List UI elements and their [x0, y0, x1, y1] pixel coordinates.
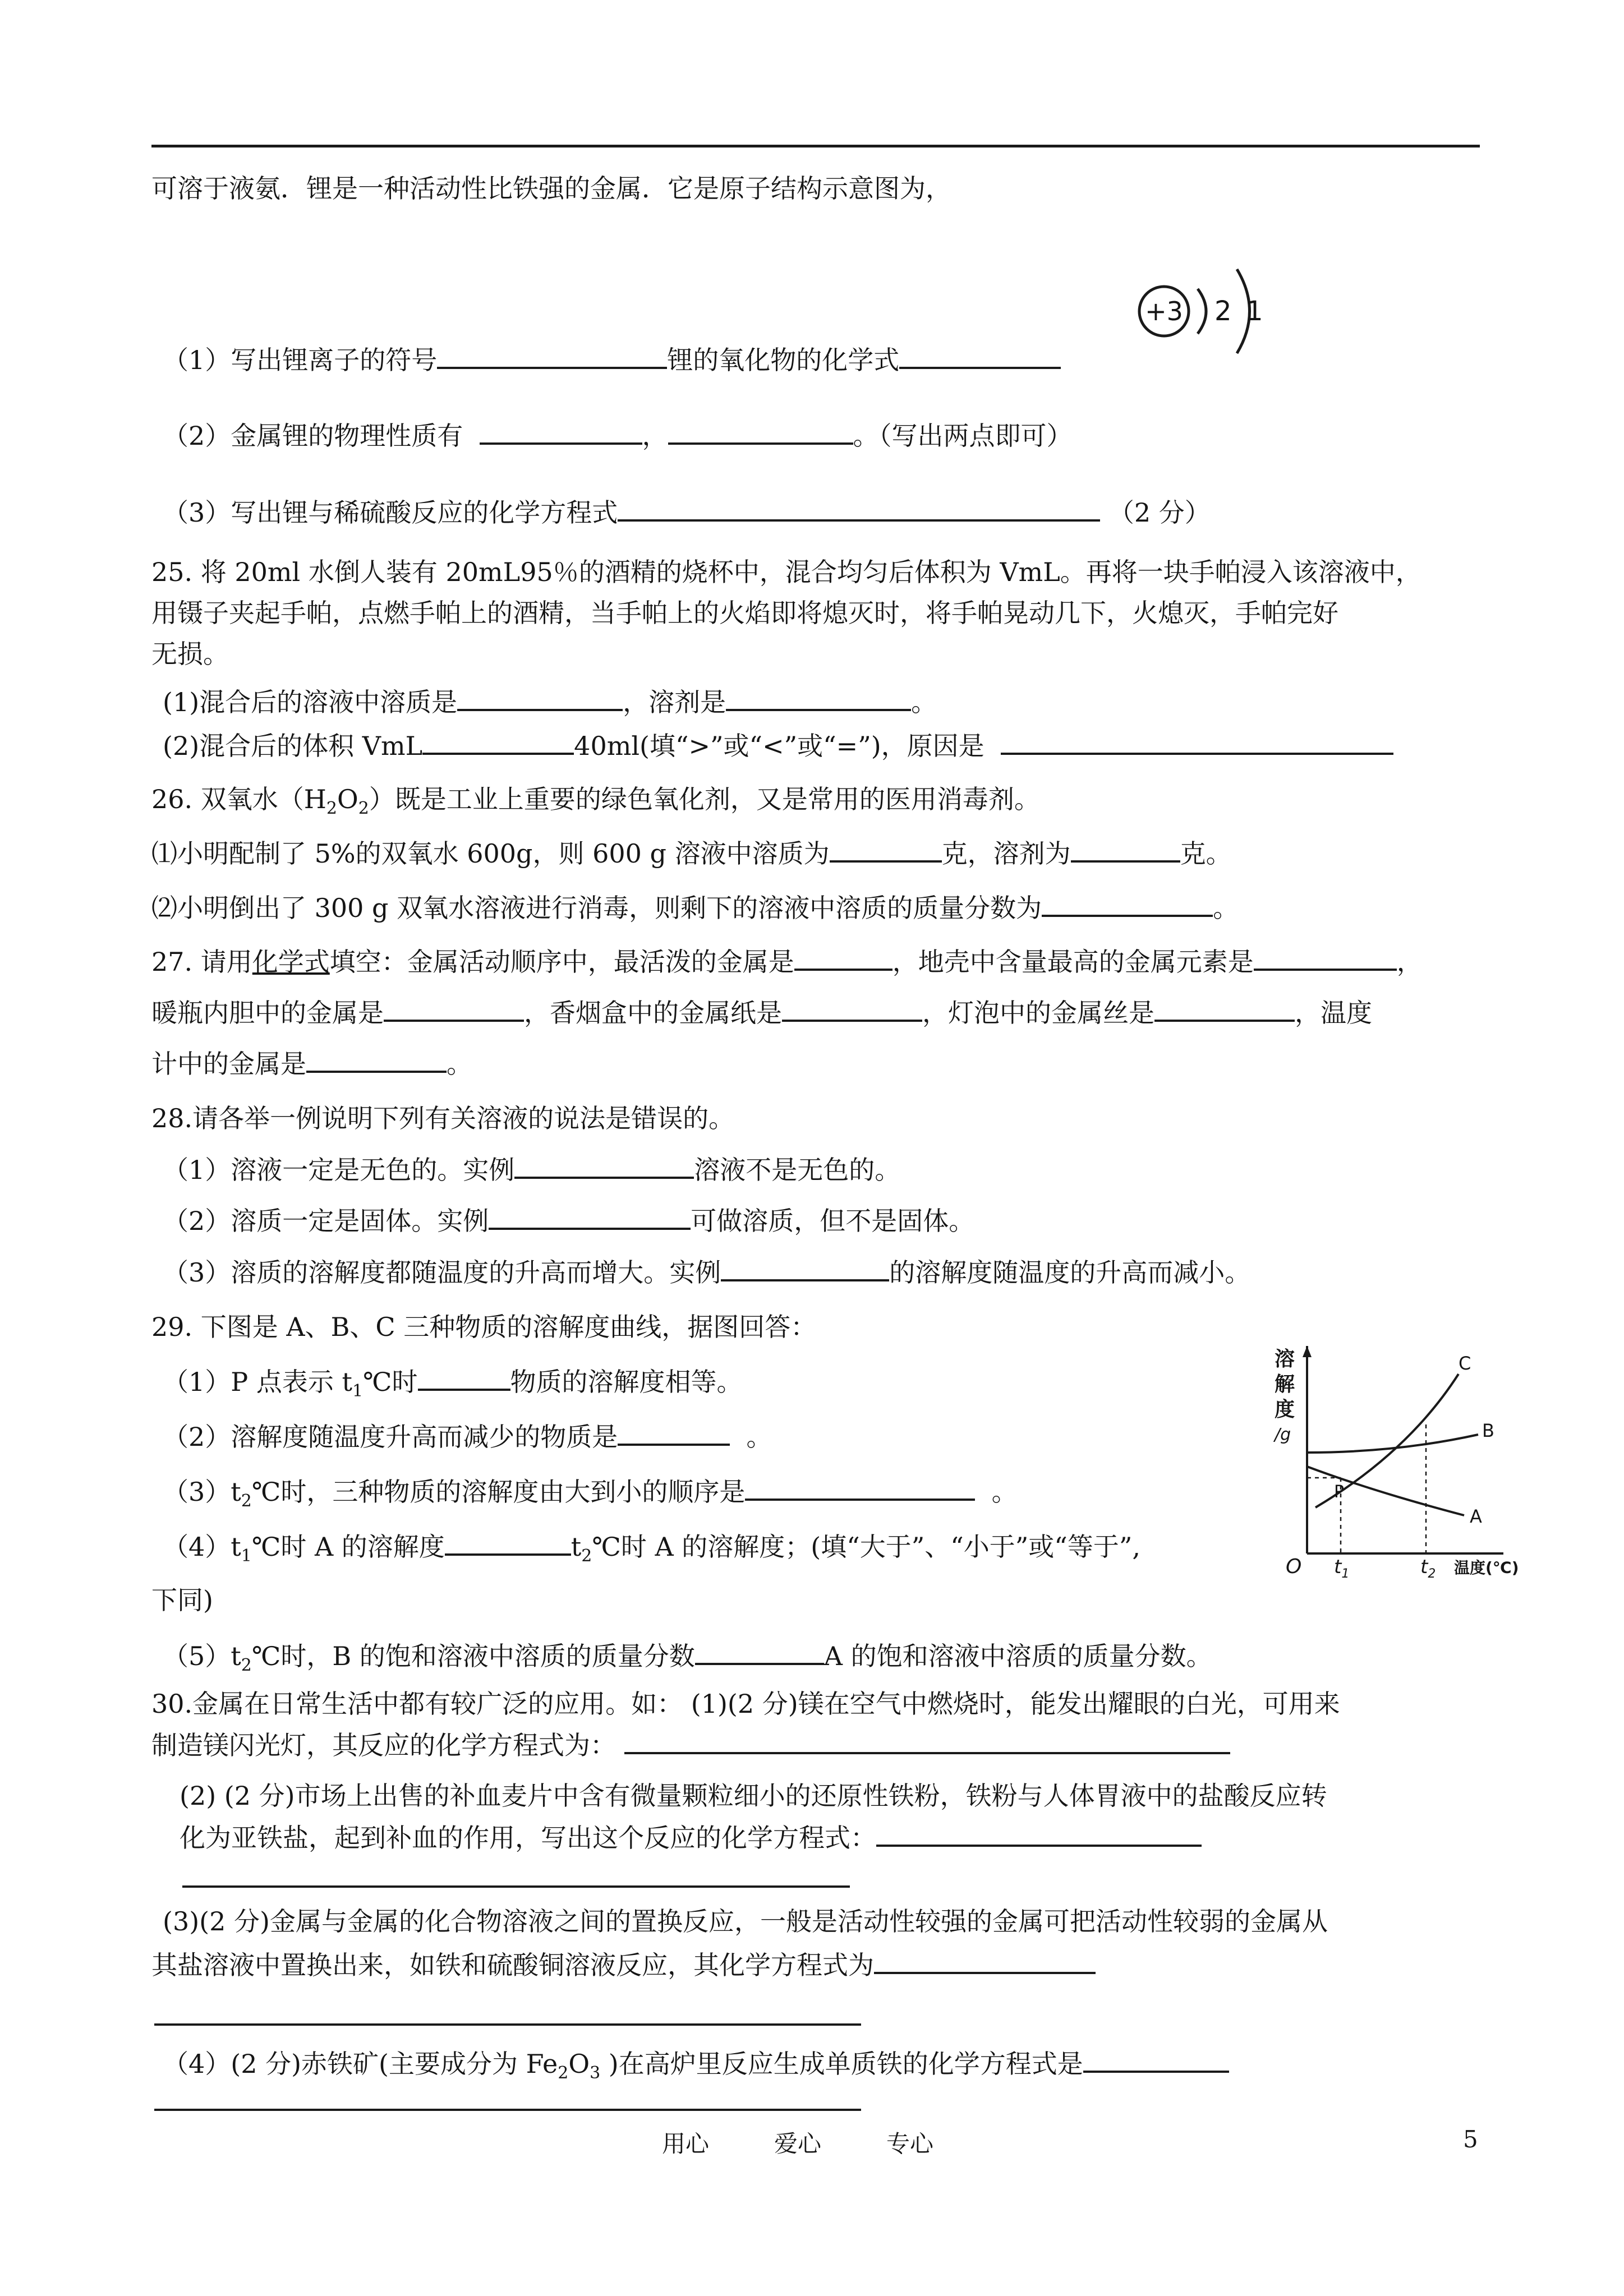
- answer-blank[interactable]: [1154, 995, 1295, 1022]
- answer-blank[interactable]: [445, 1529, 571, 1556]
- y-label-3: 度: [1275, 1398, 1295, 1421]
- q28-line-3: （3）溶质的溶解度都随温度的升高而增大。实例 的溶解度随温度的升高而减小。: [163, 1255, 1250, 1289]
- origin-label: O: [1286, 1555, 1302, 1578]
- answer-blank[interactable]: [618, 495, 1100, 522]
- q27-line-2: 暖瓶内胆中的金属是 ，香烟盒中的金属纸是 ，灯泡中的金属丝是 ，温度: [151, 995, 1372, 1030]
- q30-line-6: 其盐溶液中置换出来，如铁和硫酸铜溶液反应，其化学方程式为: [151, 1947, 1096, 1982]
- nucleus-charge: +3: [1145, 296, 1183, 326]
- answer-blank[interactable]: [489, 1203, 691, 1230]
- shell-2-count: 1: [1246, 296, 1263, 327]
- answer-blank[interactable]: [418, 1364, 510, 1391]
- page-number: 5: [1463, 2126, 1478, 2153]
- footer-word-2: 爱心: [774, 2130, 822, 2157]
- point-p-label: P: [1334, 1482, 1345, 1502]
- q25-sub-2: (2)混合后的体积 VmL 40ml(填“>”或“<”或“=”)，原因是: [163, 728, 1393, 763]
- y-unit: /g: [1275, 1425, 1291, 1445]
- answer-blank[interactable]: [1254, 944, 1397, 971]
- q26-sub-2: ⑵小明倒出了 300 g 双氧水溶液进行消毒，则剩下的溶液中溶质的质量分数为 。: [151, 890, 1239, 925]
- lithium-atom-diagram: [1130, 250, 1271, 362]
- t2-label: $t_2$: [1420, 1556, 1436, 1581]
- x-label: 温度(℃): [1454, 1559, 1519, 1577]
- answer-blank[interactable]: [721, 1255, 889, 1281]
- answer-blank[interactable]: [624, 1727, 1230, 1754]
- answer-blank[interactable]: [437, 342, 667, 369]
- intro-text: 可溶于液氨．锂是一种活动性比铁强的金属．它是原子结构示意图为，: [151, 173, 951, 204]
- q29-line-1: （1）P 点表示 $t_1℃$时 物质的溶解度相等。: [163, 1364, 743, 1408]
- answer-blank[interactable]: [1042, 890, 1213, 917]
- header-rule: [151, 145, 1480, 147]
- q24-line-2: （2）金属锂的物理性质有 ， 。（写出两点即可）: [163, 418, 1073, 453]
- answer-blank[interactable]: [745, 1474, 975, 1501]
- q25-sub-1: (1)混合后的溶液中溶质是 ，溶剂是 。: [163, 684, 937, 719]
- answer-blank[interactable]: [782, 995, 922, 1022]
- answer-blank[interactable]: [726, 684, 911, 711]
- answer-blank[interactable]: [384, 995, 524, 1022]
- t1-label: $t_1$: [1334, 1556, 1350, 1581]
- curve-c-label: C: [1459, 1353, 1471, 1374]
- q25-line-3: 无损。: [151, 639, 229, 669]
- answer-blank[interactable]: [480, 418, 642, 445]
- answer-blank[interactable]: [899, 342, 1061, 369]
- answer-blank[interactable]: [1071, 836, 1180, 863]
- y-label-1: 溶: [1275, 1348, 1295, 1371]
- answer-blank[interactable]: [1083, 2046, 1229, 2073]
- q24-line-3: （3）写出锂与稀硫酸反应的化学方程式 （2 分）: [163, 495, 1211, 529]
- q27-line-3: 计中的金属是 。: [151, 1046, 472, 1081]
- q29-line-2: （2）溶解度随温度升高而减少的物质是 。: [163, 1419, 772, 1454]
- answer-blank[interactable]: [695, 1638, 824, 1665]
- answer-blank[interactable]: [794, 944, 892, 971]
- q25-line-1: 25. 将 20ml 水倒人装有 20mL95％的酒精的烧杯中，混合均匀后体积为 VmL。再将一块手帕浸入该溶液中，: [151, 557, 1421, 587]
- answer-blank[interactable]: [306, 1046, 447, 1073]
- solubility-curve-chart: [1262, 1340, 1537, 1587]
- footer-word-3: 专心: [886, 2130, 934, 2157]
- curve-a: [1307, 1467, 1464, 1515]
- answer-blank[interactable]: [514, 1152, 694, 1179]
- curve-b-label: B: [1482, 1420, 1494, 1441]
- q30-line-1: 30.金属在日常生活中都有较广泛的应用。如： (1)(2 分)镁在空气中燃烧时，能发出耀眼的白光，可用来: [151, 1689, 1340, 1719]
- shell-arc-1: [1198, 289, 1206, 334]
- q25-line-2: 用镊子夹起手帕，点燃手帕上的酒精，当手帕上的火焰即将熄灭时，将手帕晃动几下，火熄灭，手帕完好: [151, 598, 1338, 628]
- y-axis-arrow: [1303, 1346, 1312, 1357]
- q29-line-3: $(3)t_2℃$时，三种物质的溶解度由大到小的顺序是 。: [163, 1474, 1018, 1518]
- q29-line-4b: 下同): [151, 1585, 213, 1615]
- answer-blank[interactable]: [830, 836, 942, 863]
- curve-a-label: A: [1470, 1506, 1482, 1527]
- q30-line-7: （4）(2 分)赤铁矿(主要成分为 $Fe_2O_3$ )在高炉里反应生成单质铁的化学方程式是: [163, 2046, 1229, 2090]
- answer-blank[interactable]: [876, 1820, 1202, 1847]
- q29-line-4: $(4)t_1℃$时 A 的溶解度 $t_2℃$时 A 的溶解度；(填“大于”、“小于”或“等于”,: [163, 1529, 1140, 1573]
- q29-line-5: $(5)t_2℃$时，B 的饱和溶液中溶质的质量分数 A 的饱和溶液中溶质的质量分数。: [163, 1638, 1212, 1682]
- q30-line-5: (3)(2 分)金属与金属的化合物溶液之间的置换反应，一般是活动性较强的金属可把活动性较弱的金属从: [163, 1906, 1328, 1937]
- q30-line-2: 制造镁闪光灯，其反应的化学方程式为：: [151, 1727, 1230, 1762]
- q30-line-3: (2) (2 分)市场上出售的补血麦片中含有微量颗粒细小的还原性铁粉，铁粉与人体胃液中的盐酸反应转: [180, 1781, 1327, 1811]
- q28-line-1: （1）溶液一定是无色的。实例 溶液不是无色的。: [163, 1152, 900, 1187]
- answer-blank[interactable]: [668, 418, 853, 445]
- answer-blank[interactable]: [422, 728, 574, 755]
- answer-blank[interactable]: [457, 684, 623, 711]
- y-label-2: 解: [1275, 1373, 1295, 1396]
- q26-sub-1: ⑴小明配制了 5%的双氧水 600g，则 600 g 溶液中溶质为 克，溶剂为 克。: [151, 836, 1232, 870]
- answer-blank[interactable]: [874, 1947, 1096, 1974]
- shell-1-count: 2: [1214, 296, 1232, 327]
- q27-line-1: 27. 请用化学式填空：金属活动顺序中，最活泼的金属是 ，地壳中含量最高的金属元素是 ，: [151, 944, 1423, 979]
- answer-blank[interactable]: [1001, 728, 1393, 755]
- q30-line-4: 化为亚铁盐，起到补血的作用，写出这个反应的化学方程式：: [180, 1820, 1202, 1855]
- q26-line-1: 26. 双氧水$(H_2O_2)$既是工业上重要的绿色氧化剂，又是常用的医用消毒剂。: [151, 784, 1040, 818]
- q24-line-1: （1）写出锂离子的符号 锂的氧化物的化学式: [163, 342, 1061, 377]
- answer-blank[interactable]: [618, 1419, 730, 1446]
- answer-blank-standalone[interactable]: [154, 2023, 861, 2026]
- answer-blank-standalone[interactable]: [182, 1885, 850, 1888]
- q28-line-2: （2）溶质一定是固体。实例 可做溶质，但不是固体。: [163, 1203, 974, 1238]
- q29-line-0: 29. 下图是 A、B、C 三种物质的溶解度曲线，据图回答：: [151, 1312, 817, 1342]
- q28-line-0: 28.请各举一例说明下列有关溶液的说法是错误的。: [151, 1103, 735, 1133]
- footer-word-1: 用心: [662, 2130, 710, 2157]
- answer-blank-standalone[interactable]: [154, 2109, 861, 2111]
